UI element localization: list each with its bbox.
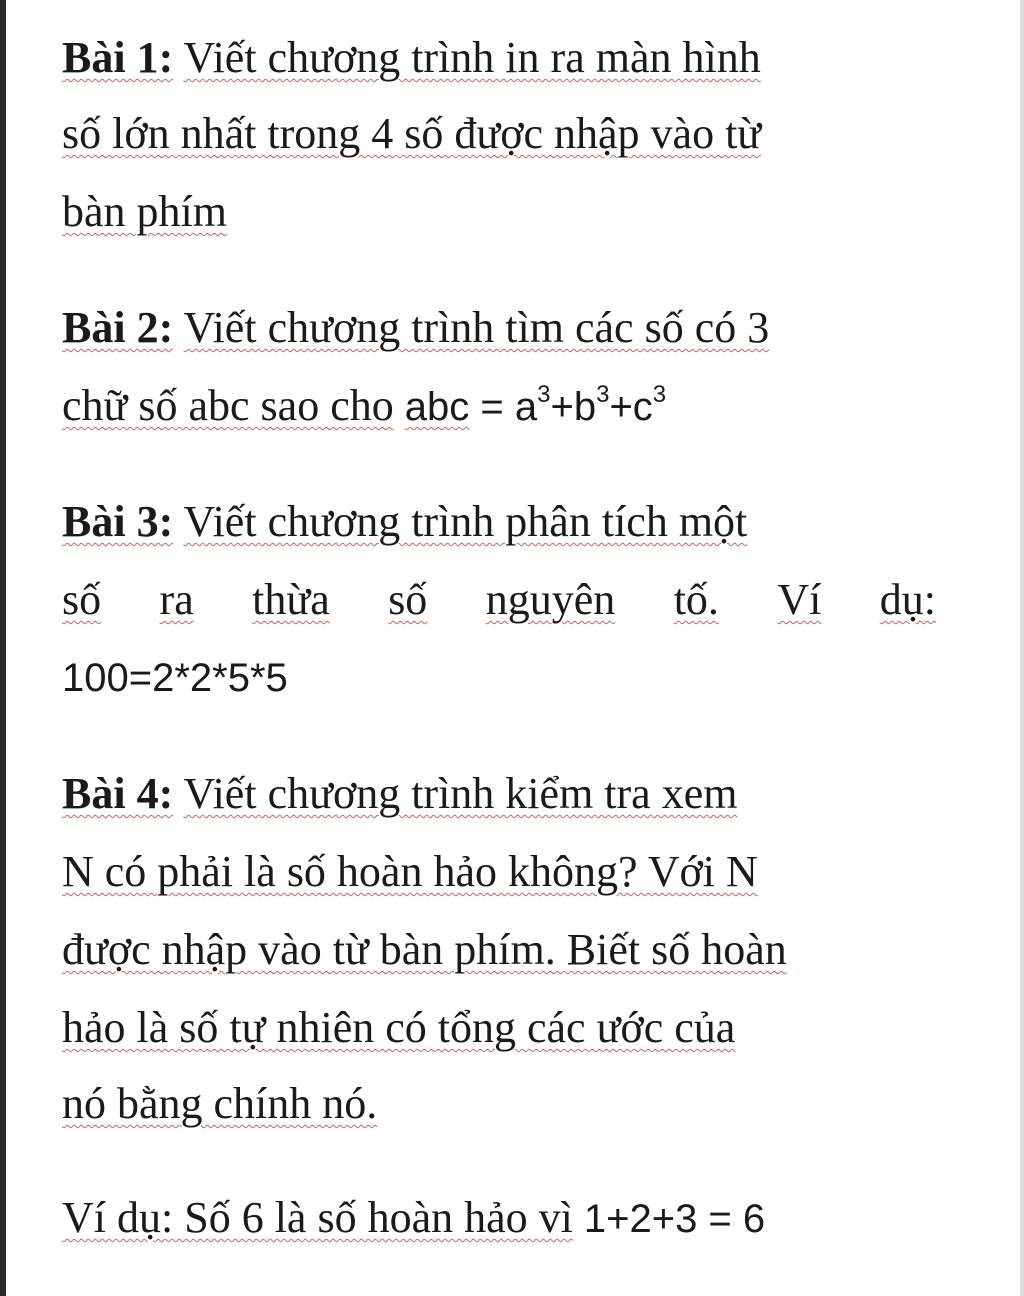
example-note-text: Ví dụ: Số 6 là số hoàn hảo vì <box>62 1193 573 1242</box>
formula-equals: = <box>480 385 504 429</box>
word: số <box>62 575 102 624</box>
exercise-1-line-2 <box>62 109 762 158</box>
exercise-1-label: Bài 1: <box>62 33 174 82</box>
exercise-3-text: Viết chương trình phân tích một <box>183 497 748 546</box>
exercise-2-line-1 <box>62 303 770 352</box>
exercise-4-line-2 <box>62 847 758 896</box>
exercise-3-example: 100=2*2*5*5 <box>62 656 288 700</box>
exercise-1-line-1 <box>62 33 761 82</box>
exercise-4-text-3: được nhập vào từ bàn phím. Biết số hoàn <box>62 925 787 974</box>
exercise-3-label: Bài 3: <box>62 497 174 546</box>
exercise-4-line-3 <box>62 925 787 974</box>
formula-b: b <box>573 385 597 429</box>
formula-exp-c: 3 <box>652 381 667 408</box>
word: số <box>388 575 428 624</box>
word: tố. <box>673 575 719 624</box>
exercise-4-text-5: nó bằng chính nó. <box>62 1079 378 1128</box>
formula-exp-b: 3 <box>596 381 610 408</box>
exercise-2-line-2 <box>62 381 667 430</box>
exercise-1-line-3 <box>62 187 227 236</box>
exercise-4-line-4 <box>62 1003 736 1052</box>
exercise-1-text: Viết chương trình in ra màn hình <box>183 33 761 82</box>
example-note <box>62 1193 766 1242</box>
exercise-2-text: Viết chương trình tìm các số có 3 <box>183 303 770 352</box>
exercise-2-text-2: chữ số abc sao cho <box>62 381 394 430</box>
formula-plus-1: + <box>550 385 574 429</box>
formula-plus-2: + <box>609 385 633 429</box>
formula-lhs: abc <box>404 385 470 429</box>
right-edge-shadow <box>1020 0 1024 1296</box>
exercise-3-line-1 <box>62 497 748 546</box>
exercise-2-formula <box>404 381 667 429</box>
formula-c: c <box>632 385 653 429</box>
exercise-4-label: Bài 4: <box>62 769 174 818</box>
exercise-4-text-4: hảo là số tự nhiên có tổng các ước của <box>62 1003 736 1052</box>
word: thừa <box>252 575 330 624</box>
word: nguyên <box>485 575 616 624</box>
example-note-math: 1+2+3 = 6 <box>583 1197 766 1241</box>
exercise-3-line-2 <box>62 575 936 624</box>
exercise-4-line-5 <box>62 1079 378 1128</box>
word: Ví <box>777 575 822 624</box>
exercise-4-line-1 <box>62 769 738 818</box>
exercise-4-text: Viết chương trình kiểm tra xem <box>183 769 738 818</box>
exercise-1-text-3: bàn phím <box>62 187 227 236</box>
formula-a: a <box>514 385 538 429</box>
formula-exp-a: 3 <box>537 381 551 408</box>
exercise-4-text-2: N có phải là số hoàn hảo không? Với N <box>62 847 758 896</box>
exercise-1-text-2: số lớn nhất trong 4 số được nhập vào từ <box>62 109 762 158</box>
exercise-2-label: Bài 2: <box>62 303 174 352</box>
left-edge-shadow <box>0 0 6 1296</box>
word: dụ: <box>879 575 936 624</box>
word: ra <box>159 575 194 624</box>
